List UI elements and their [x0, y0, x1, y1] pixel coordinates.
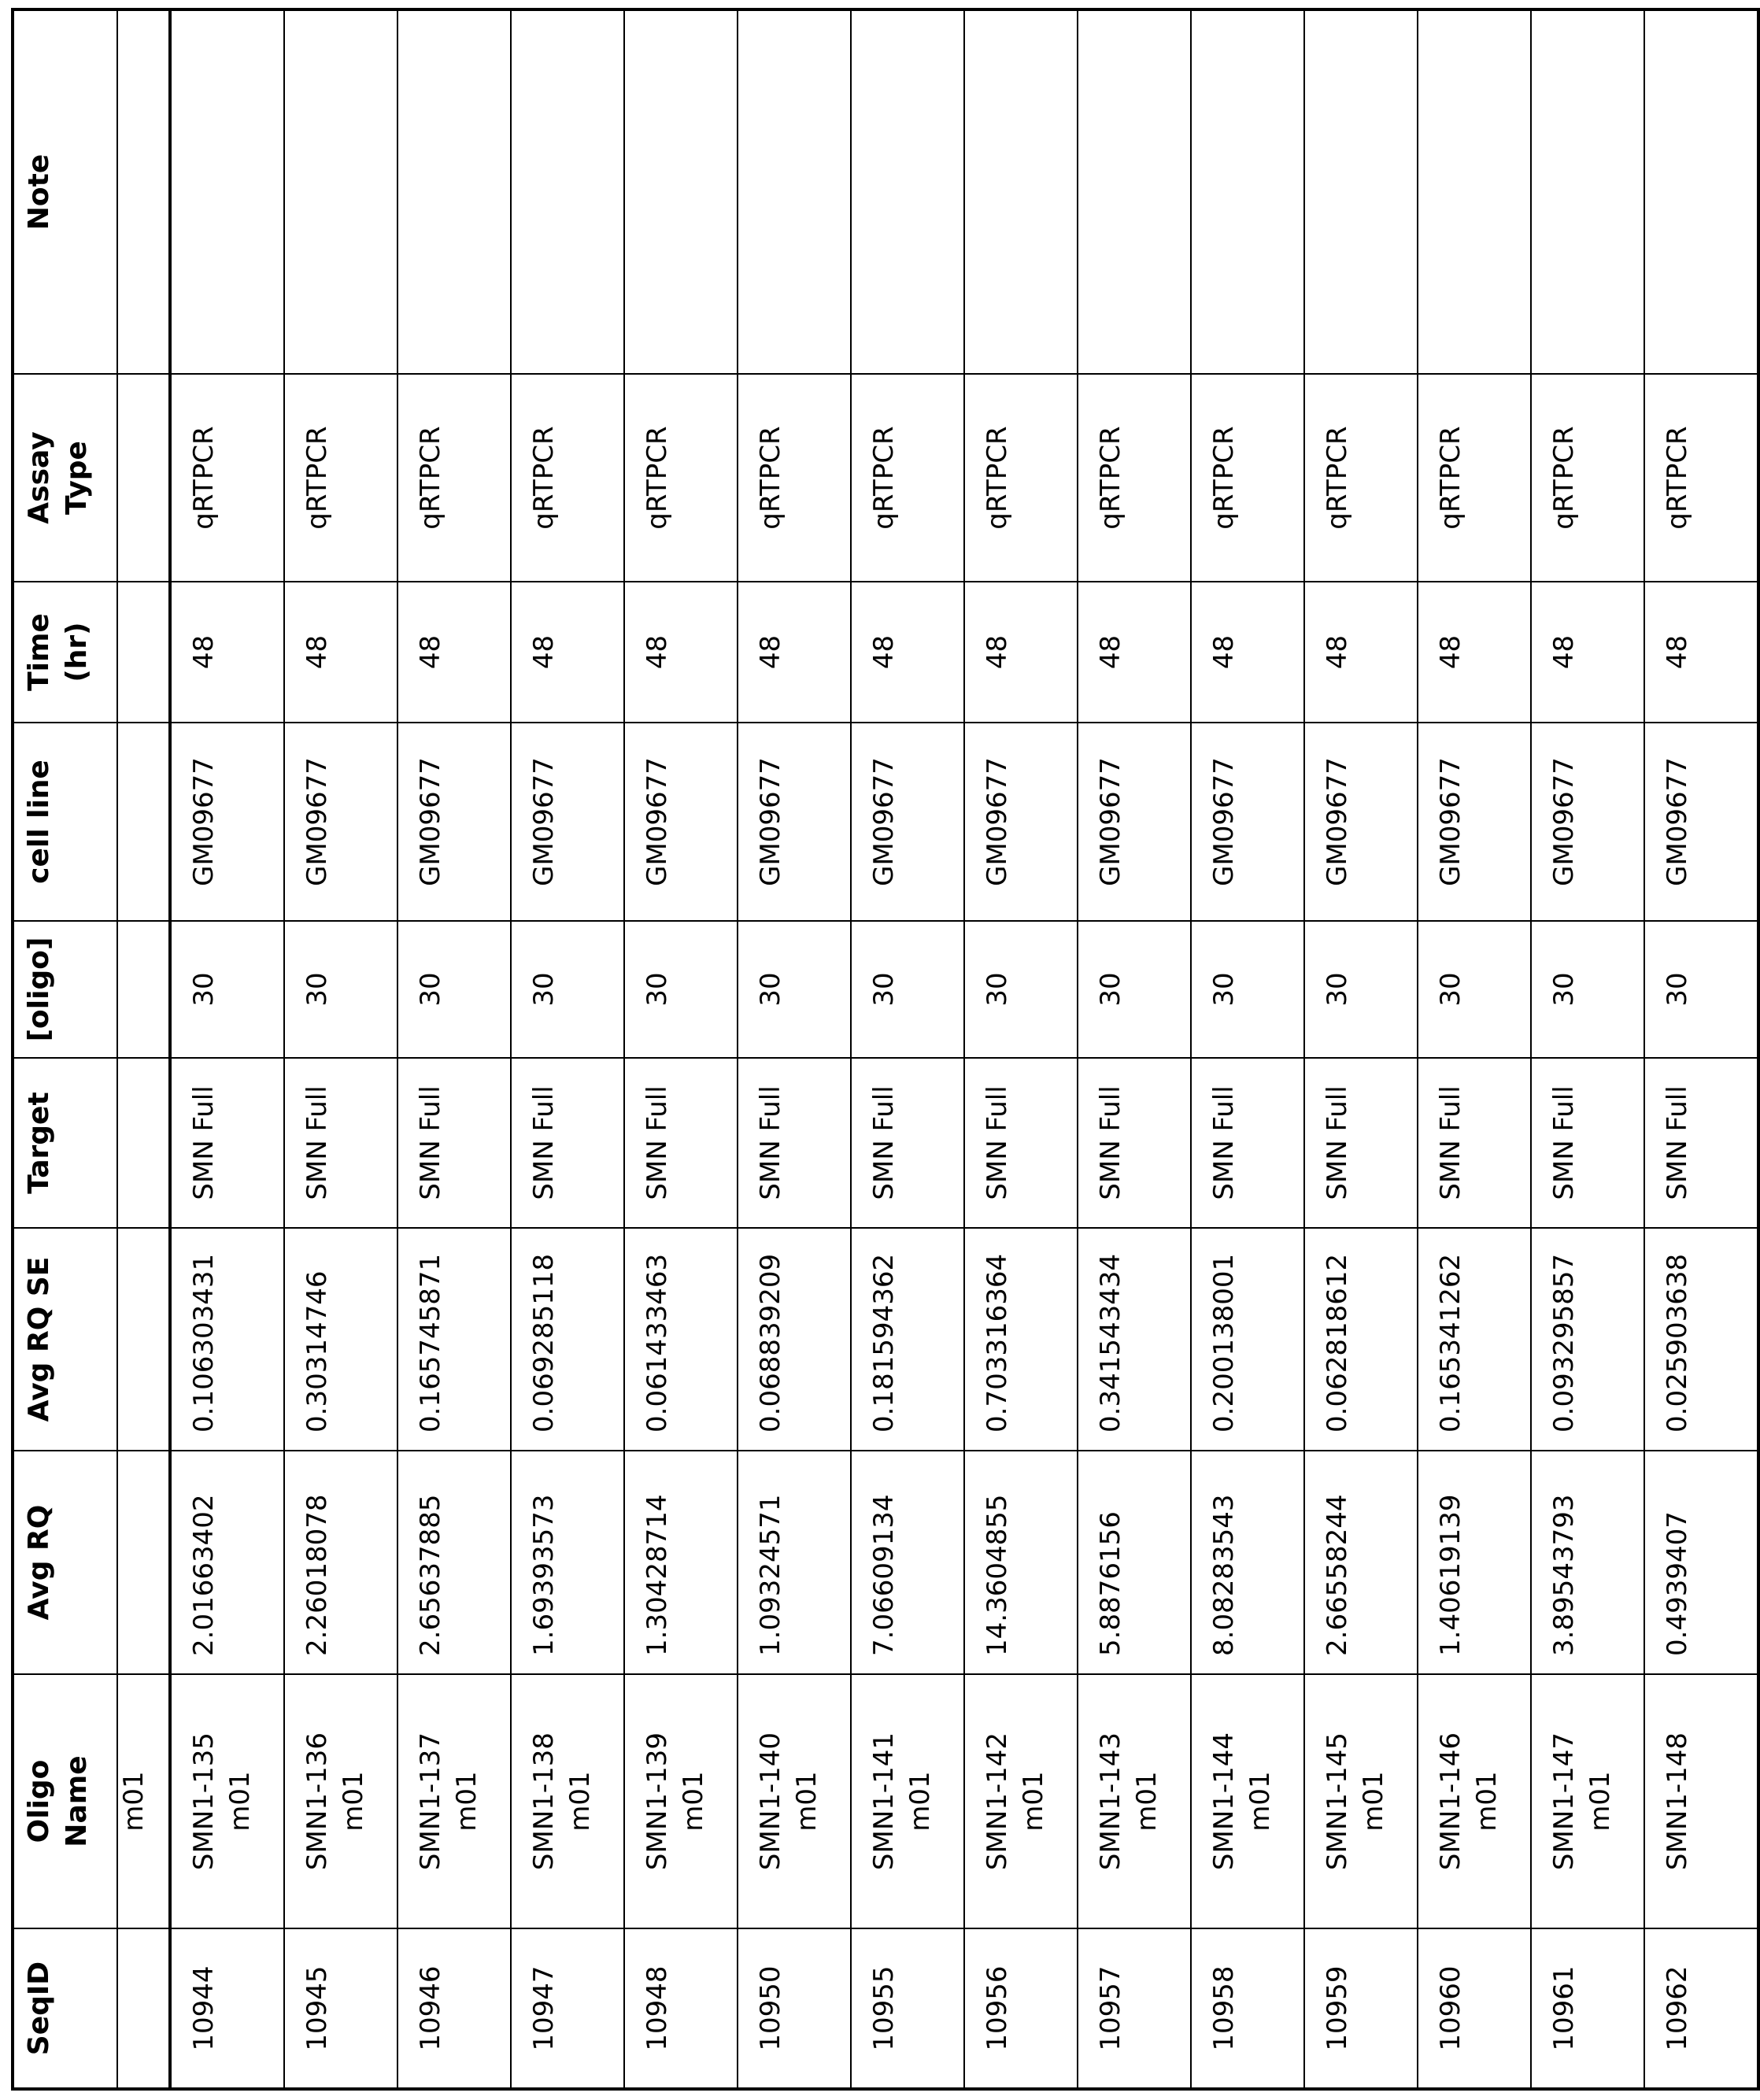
- cell-oligo-conc: 30: [624, 921, 738, 1058]
- cell-avg-rq-se: 0.068839209: [738, 1228, 851, 1451]
- cell-target: SMN Full: [738, 1058, 851, 1228]
- cell-assay-type: qRTPCR: [1304, 374, 1418, 582]
- cell-oligo-name: [1418, 1674, 1531, 1928]
- cell-assay-type: qRTPCR: [624, 374, 738, 582]
- table-row: [1418, 9, 1531, 2089]
- cell-time: 48: [1191, 582, 1304, 723]
- cell-avg-rq: 1.30428714: [624, 1451, 738, 1674]
- cell-target: SMN Full: [1304, 1058, 1418, 1228]
- cell-target: SMN Full: [964, 1058, 1078, 1228]
- cell-cell-line: GM09677: [170, 723, 284, 921]
- cell-avg-rq: 2.01663402: [170, 1451, 284, 1674]
- cell-oligo-name: [1304, 1674, 1418, 1928]
- cell-cell-line: GM09677: [624, 723, 738, 921]
- cell-assay-type: qRTPCR: [1531, 374, 1644, 582]
- cell-oligo-conc: 30: [964, 921, 1078, 1058]
- table-row: [1078, 9, 1191, 2089]
- cell-note: [1644, 9, 1758, 374]
- cell-avg-rq-se: 0.165745871: [397, 1228, 511, 1451]
- header-time: [13, 582, 117, 723]
- header-cell-line: cell line: [13, 723, 117, 921]
- cell-time: 48: [964, 582, 1078, 723]
- cell-time: 48: [1418, 582, 1531, 723]
- oligo-suffix-text: m01: [791, 1771, 823, 1832]
- cell-seqid: 10956: [964, 1928, 1078, 2089]
- cell-oligo-name: [1191, 1674, 1304, 1928]
- cell-oligo-name: [1644, 1674, 1758, 1928]
- cell-time: 48: [397, 582, 511, 723]
- cell-avg-rq-se: 0.061433463: [624, 1228, 738, 1451]
- cell-oligo-conc: 30: [1078, 921, 1191, 1058]
- oligo-suffix-text: m01: [904, 1771, 936, 1832]
- cell-cell-line: GM09677: [851, 723, 964, 921]
- oligo-name-text: SMN1-144: [1208, 1732, 1240, 1871]
- cell-assay-type: qRTPCR: [284, 374, 397, 582]
- oligo-name-text: SMN1-137: [415, 1732, 446, 1871]
- oligo-name-text: SMN1-142: [982, 1732, 1013, 1871]
- oligo-name-text: SMN1-139: [642, 1732, 673, 1871]
- oligo-suffix-text: m01: [1018, 1771, 1049, 1832]
- oligo-suffix-text: m01: [1244, 1771, 1276, 1832]
- cell-target: [117, 1058, 170, 1228]
- cell-avg-rq: 2.65637885: [397, 1451, 511, 1674]
- cell-cell-line: GM09677: [397, 723, 511, 921]
- cell-avg-rq-se: 0.200138001: [1191, 1228, 1304, 1451]
- table-row: [964, 9, 1078, 2089]
- cell-target: SMN Full: [1531, 1058, 1644, 1228]
- cell-cell-line: GM09677: [1531, 723, 1644, 921]
- cell-target: SMN Full: [1191, 1058, 1304, 1228]
- cell-cell-line: GM09677: [964, 723, 1078, 921]
- cell-seqid: 10950: [738, 1928, 851, 2089]
- header-oligo-name: [13, 1674, 117, 1928]
- cell-seqid: 10957: [1078, 1928, 1191, 2089]
- cell-seqid: 10959: [1304, 1928, 1418, 2089]
- oligo-name-text: SMN1-140: [755, 1732, 786, 1871]
- oligo-name-text: SMN1-138: [528, 1732, 560, 1871]
- table-row: [511, 9, 624, 2089]
- cell-oligo-conc: 30: [397, 921, 511, 1058]
- cell-target: SMN Full: [170, 1058, 284, 1228]
- cell-avg-rq: 0.4939407: [1644, 1451, 1758, 1674]
- cell-assay-type: qRTPCR: [511, 374, 624, 582]
- cell-oligo-name: [1531, 1674, 1644, 1928]
- oligo-suffix-text: m01: [564, 1771, 596, 1832]
- cell-note: [738, 9, 851, 374]
- cell-seqid: 10944: [170, 1928, 284, 2089]
- cell-avg-rq: 3.89543793: [1531, 1451, 1644, 1674]
- header-target: Target: [13, 1058, 117, 1228]
- cell-oligo-name: [511, 1674, 624, 1928]
- table-row: [1304, 9, 1418, 2089]
- cell-time: [117, 582, 170, 723]
- cell-assay-type: qRTPCR: [964, 374, 1078, 582]
- cell-seqid: 10945: [284, 1928, 397, 2089]
- results-table: [11, 8, 1760, 2091]
- cell-avg-rq-se: 0.165341262: [1418, 1228, 1531, 1451]
- cell-seqid: 10948: [624, 1928, 738, 2089]
- cell-assay-type: qRTPCR: [170, 374, 284, 582]
- cell-avg-rq-se: 0.30314746: [284, 1228, 397, 1451]
- header-assay-type-line1: Assay: [23, 431, 55, 524]
- header-note: Note: [13, 9, 117, 374]
- header-assay-type-line2: Type: [61, 441, 93, 515]
- cell-oligo-name: [170, 1674, 284, 1928]
- cell-avg-rq: 14.3604855: [964, 1451, 1078, 1674]
- cell-avg-rq: 1.40619139: [1418, 1451, 1531, 1674]
- table-row: [1644, 9, 1758, 2089]
- cell-seqid: 10958: [1191, 1928, 1304, 2089]
- cell-avg-rq-se: 0.181594362: [851, 1228, 964, 1451]
- cell-time: 48: [851, 582, 964, 723]
- header-time-line1: Time: [23, 613, 55, 691]
- cell-assay-type: [117, 374, 170, 582]
- table-row: [1191, 9, 1304, 2089]
- cell-oligo-name: [964, 1674, 1078, 1928]
- cell-seqid: 10946: [397, 1928, 511, 2089]
- rotated-table-container: [11, 11, 1693, 2091]
- cell-target: SMN Full: [851, 1058, 964, 1228]
- cell-oligo-name: [397, 1674, 511, 1928]
- cell-oligo-name: [284, 1674, 397, 1928]
- cell-oligo-conc: 30: [738, 921, 851, 1058]
- cell-cell-line: GM09677: [1191, 723, 1304, 921]
- cell-cell-line: GM09677: [1304, 723, 1418, 921]
- cell-note: [624, 9, 738, 374]
- cell-cell-line: GM09677: [1078, 723, 1191, 921]
- header-oligo-name-line1: Oligo: [23, 1759, 55, 1843]
- cell-note: [1078, 9, 1191, 374]
- cell-oligo-name: [738, 1674, 851, 1928]
- oligo-name-text: SMN1-145: [1322, 1732, 1353, 1871]
- cell-note: [1191, 9, 1304, 374]
- cell-assay-type: qRTPCR: [1191, 374, 1304, 582]
- cell-time: 48: [1078, 582, 1191, 723]
- cell-avg-rq-se: 0.703316364: [964, 1228, 1078, 1451]
- table-row: [624, 9, 738, 2089]
- cell-oligo-name: [851, 1674, 964, 1928]
- cell-cell-line: GM09677: [738, 723, 851, 921]
- cell-note: [170, 9, 284, 374]
- oligo-name-text: SMN1-147: [1548, 1732, 1580, 1871]
- header-time-line2: (hr): [61, 622, 93, 682]
- oligo-name-text: SMN1-141: [868, 1732, 900, 1871]
- header-avg-rq-se: Avg RQ SE: [13, 1228, 117, 1451]
- cell-oligo-conc: 30: [284, 921, 397, 1058]
- oligo-suffix-text: m01: [338, 1771, 369, 1832]
- cell-time: 48: [1644, 582, 1758, 723]
- oligo-name-text: SMN1-146: [1435, 1732, 1466, 1871]
- cell-note: [964, 9, 1078, 374]
- cell-avg-rq: 1.09324571: [738, 1451, 851, 1674]
- cell-avg-rq: 1.69393573: [511, 1451, 624, 1674]
- cell-note: [284, 9, 397, 374]
- oligo-suffix-text: m01: [451, 1771, 483, 1832]
- cell-cell-line: GM09677: [284, 723, 397, 921]
- cell-cell-line: GM09677: [511, 723, 624, 921]
- cell-avg-rq: 5.8876156: [1078, 1451, 1191, 1674]
- oligo-name-text: SMN1-143: [1095, 1732, 1126, 1871]
- cell-time: 48: [1304, 582, 1418, 723]
- cell-oligo-conc: 30: [511, 921, 624, 1058]
- cell-oligo-conc: 30: [1531, 921, 1644, 1058]
- continuation-row: [117, 9, 170, 2089]
- cell-avg-rq-se: 0.341543434: [1078, 1228, 1191, 1451]
- cell-oligo-conc: 30: [1644, 921, 1758, 1058]
- table-row: [284, 9, 397, 2089]
- cell-avg-rq-se: 0.069285118: [511, 1228, 624, 1451]
- cell-target: SMN Full: [1418, 1058, 1531, 1228]
- cell-cell-line: GM09677: [1418, 723, 1531, 921]
- oligo-name-text: SMN1-136: [301, 1732, 333, 1871]
- cell-seqid: 10955: [851, 1928, 964, 2089]
- cell-note: [511, 9, 624, 374]
- cell-oligo-name: [1078, 1674, 1191, 1928]
- oligo-suffix-text: m01: [1471, 1771, 1503, 1832]
- cell-oligo-conc: 30: [851, 921, 964, 1058]
- oligo-suffix-text: m01: [1131, 1771, 1163, 1832]
- cell-avg-rq-se: 0.062818612: [1304, 1228, 1418, 1451]
- cell-target: SMN Full: [397, 1058, 511, 1228]
- table-row: [738, 9, 851, 2089]
- header-row: [13, 9, 117, 2089]
- cell-avg-rq-se: 0.093295857: [1531, 1228, 1644, 1451]
- cell-cell-line: [117, 723, 170, 921]
- header-assay-type: [13, 374, 117, 582]
- cell-assay-type: qRTPCR: [397, 374, 511, 582]
- cell-target: SMN Full: [511, 1058, 624, 1228]
- cell-oligo-conc: 30: [1191, 921, 1304, 1058]
- header-seqid: SeqID: [13, 1928, 117, 2089]
- cell-assay-type: qRTPCR: [738, 374, 851, 582]
- oligo-name-text: SMN1-148: [1662, 1732, 1693, 1871]
- oligo-suffix-text: m01: [1358, 1771, 1389, 1832]
- cell-avg-rq-se: 0.106303431: [170, 1228, 284, 1451]
- cell-oligo-conc: 30: [1304, 921, 1418, 1058]
- cell-note: [1531, 9, 1644, 374]
- cell-assay-type: qRTPCR: [1078, 374, 1191, 582]
- oligo-name-text: SMN1-135: [188, 1732, 220, 1871]
- cell-time: 48: [624, 582, 738, 723]
- header-oligo-name-line2: Name: [61, 1755, 93, 1847]
- table-row: [397, 9, 511, 2089]
- oligo-suffix-text: m01: [1584, 1771, 1616, 1832]
- cell-seqid: 10961: [1531, 1928, 1644, 2089]
- cell-avg-rq-se: 0.025903638: [1644, 1228, 1758, 1451]
- cell-seqid: 10962: [1644, 1928, 1758, 2089]
- cell-oligo-conc: 30: [1418, 921, 1531, 1058]
- cell-note: [1418, 9, 1531, 374]
- cell-assay-type: qRTPCR: [1644, 374, 1758, 582]
- cell-avg-rq: 8.08283543: [1191, 1451, 1304, 1674]
- cell-note: [1304, 9, 1418, 374]
- cell-oligo-conc: 30: [170, 921, 284, 1058]
- header-avg-rq: Avg RQ: [13, 1451, 117, 1674]
- oligo-suffix-text: m01: [678, 1771, 709, 1832]
- cell-avg-rq: 7.06609134: [851, 1451, 964, 1674]
- cell-assay-type: qRTPCR: [851, 374, 964, 582]
- cell-seqid: 10960: [1418, 1928, 1531, 2089]
- oligo-suffix-text: m01: [224, 1771, 256, 1832]
- cell-oligo-name: [624, 1674, 738, 1928]
- cell-oligo-suffix: m01: [117, 1674, 170, 1928]
- cell-avg-rq-se: [117, 1228, 170, 1451]
- cell-oligo-conc: [117, 921, 170, 1058]
- cell-assay-type: qRTPCR: [1418, 374, 1531, 582]
- table-row: [851, 9, 964, 2089]
- cell-note: [851, 9, 964, 374]
- cell-cell-line: GM09677: [1644, 723, 1758, 921]
- cell-note: [397, 9, 511, 374]
- cell-time: 48: [1531, 582, 1644, 723]
- cell-avg-rq: [117, 1451, 170, 1674]
- cell-target: SMN Full: [1078, 1058, 1191, 1228]
- cell-time: 48: [738, 582, 851, 723]
- table-row: [170, 9, 284, 2089]
- table-row: [1531, 9, 1644, 2089]
- cell-target: SMN Full: [1644, 1058, 1758, 1228]
- cell-time: 48: [284, 582, 397, 723]
- cell-time: 48: [511, 582, 624, 723]
- cell-target: SMN Full: [284, 1058, 397, 1228]
- cell-time: 48: [170, 582, 284, 723]
- cell-target: SMN Full: [624, 1058, 738, 1228]
- cell-seqid: 10947: [511, 1928, 624, 2089]
- cell-avg-rq: 2.26018078: [284, 1451, 397, 1674]
- cell-note: [117, 9, 170, 374]
- cell-avg-rq: 2.66558244: [1304, 1451, 1418, 1674]
- cell-seqid: [117, 1928, 170, 2089]
- header-oligo-conc: [oligo]: [13, 921, 117, 1058]
